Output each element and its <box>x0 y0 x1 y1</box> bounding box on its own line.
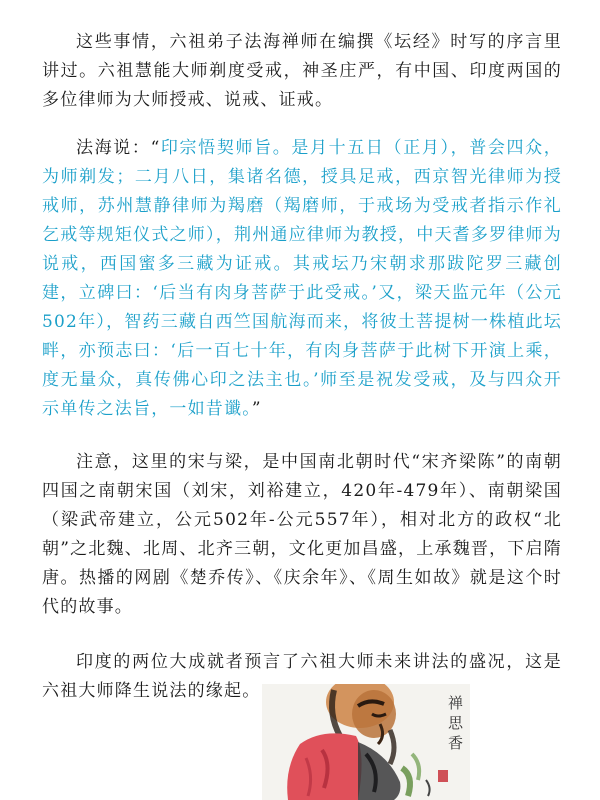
monk-painting-illustration <box>262 684 470 800</box>
svg-text:禅: 禅 <box>448 694 464 712</box>
closing-paragraph: 印度的两位大成就者预言了六祖大师未来讲法的盛况，这是六祖大师降生说法的缘起。 <box>42 652 562 701</box>
quote-text: 印宗悟契师旨。是月十五日（正月），普会四众，为师剃发；二月八日，集诸名德，授具足戒，西京智光律师为授戒师，苏州慧静律师为羯磨（羯磨师，于戒场为受戒者指示作礼乞戒等规矩仪式之师），荆州通应律师为教授，中天耆多罗律师为说戒，西国蜜多三藏为证戒。其戒坛乃宋朝求那跋陀罗三藏创建，立碑曰：‘后当有肉身菩萨于此受戒。’又，梁天监元年（公元502年），智药三藏自西竺国航海而来，将彼土菩提树一株植此坛畔，亦预志曰：‘后一百七十年，有肉身菩萨于此树下开演上乘，度无量众，真传佛心印之法主也。’师至是祝发受戒，及与四众开示单传之法旨，一如昔谶。 <box>42 138 562 419</box>
quote-paragraph <box>42 134 562 424</box>
quote-speaker: 法海说： <box>76 138 151 158</box>
quote-open-mark: “ <box>150 138 161 158</box>
quote-close-mark: ” <box>251 399 262 419</box>
monk-painting-image <box>262 684 470 800</box>
note-paragraph: 注意，这里的宋与梁，是中国南北朝时代“宋齐梁陈”的南朝四国之南朝宋国（刘宋，刘裕建立，420年-479年）、南朝梁国（梁武帝建立，公元502年-公元557年），相对北方的政权“北朝”之北魏、北周、北齐三朝，文化更加昌盛，上承魏晋，下启隋唐。热播的网剧《楚乔传》、《庆余年》、《周生如故》就是这个时代的故事。 <box>42 452 562 617</box>
intro-paragraph: 这些事情，六祖弟子法海禅师在编撰《坛经》时写的序言里讲过。六祖慧能大师剃度受戒，神圣庄严，有中国、印度两国的多位律师为大师授戒、说戒、证戒。 <box>42 32 562 110</box>
svg-text:思: 思 <box>448 714 464 732</box>
svg-text:香: 香 <box>448 734 464 752</box>
